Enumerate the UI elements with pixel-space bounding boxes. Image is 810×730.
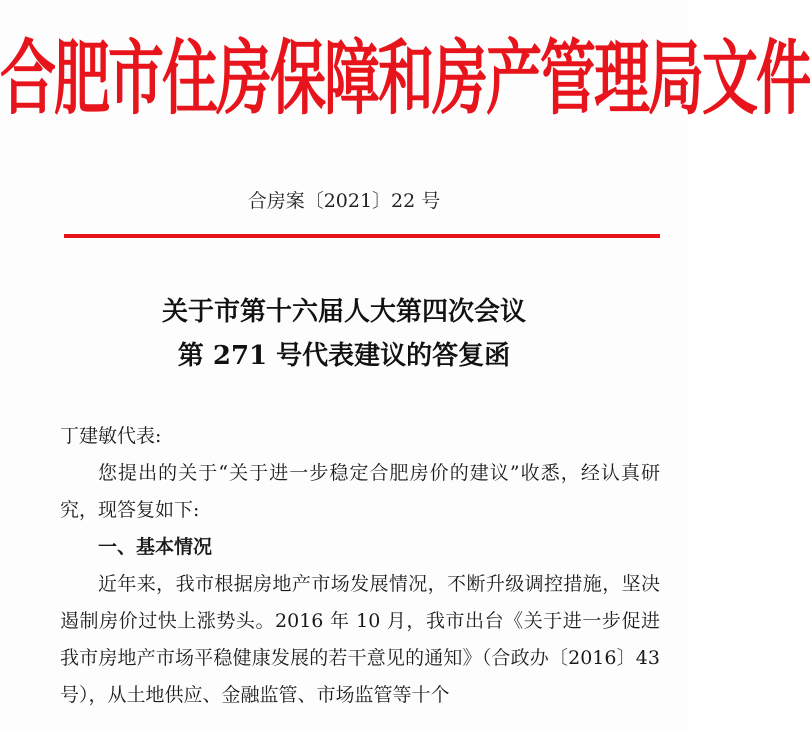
document-title-line-2: 第 271 号代表建议的答复函 — [177, 341, 511, 371]
paragraph-basic-situation: 近年来，我市根据房地产市场发展情况，不断升级调控措施，坚决遏制房价过快上涨势头。2016 年 10 月，我市出台《关于进一步促进我市房地产市场平稳健康发展的若干意见的通知》（合政办〔2016〕43 号），从土地供应、金融监管、市场监管等十个 — [60, 573, 660, 706]
red-separator-line — [64, 234, 660, 238]
document-title — [0, 290, 688, 378]
issuing-authority-header: 合肥市住房保障和房产管理局文件 — [0, 32, 810, 127]
section-heading-basic-situation: 一、基本情况 — [98, 536, 213, 558]
paragraph-acknowledgement: 您提出的关于“关于进一步稳定合肥房价的建议”收悉，经认真研究，现答复如下: — [60, 462, 660, 521]
salutation: 丁建敏代表: — [60, 425, 162, 447]
document-number: 合房案〔2021〕22 号 — [247, 190, 441, 212]
document-title-line-1: 关于市第十六届人大第四次会议 — [161, 297, 526, 327]
document-body — [60, 418, 660, 714]
